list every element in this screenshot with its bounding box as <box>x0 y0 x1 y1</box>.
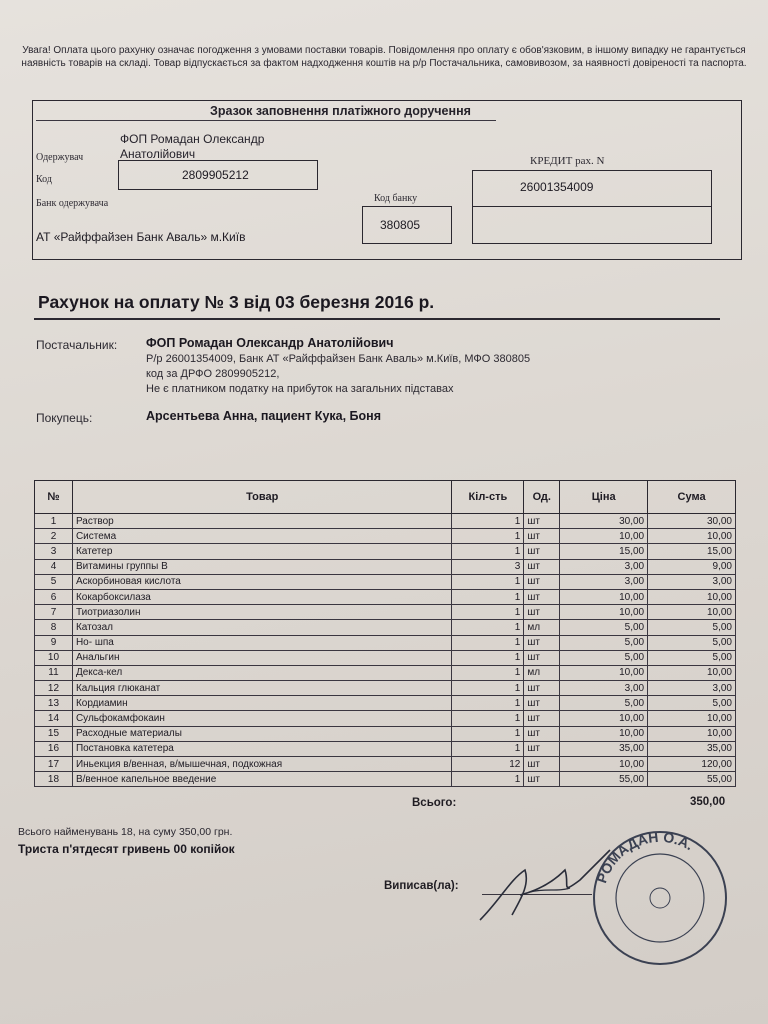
credit-value: 26001354009 <box>520 180 594 194</box>
row-price: 10,00 <box>560 711 648 726</box>
row-number: 17 <box>35 757 73 772</box>
column-header-item: Товар <box>72 481 452 514</box>
supplier-label: Постачальник: <box>36 338 118 352</box>
table-row <box>35 711 736 726</box>
row-price: 3,00 <box>560 681 648 696</box>
buyer-name: Арсентьева Анна, пациент Кука, Боня <box>146 409 382 423</box>
row-price: 3,00 <box>560 574 648 589</box>
table-row <box>35 574 736 589</box>
row-quantity: 1 <box>452 635 524 650</box>
row-quantity: 1 <box>452 772 524 787</box>
row-sum: 5,00 <box>648 650 736 665</box>
row-number: 5 <box>35 574 73 589</box>
row-quantity: 1 <box>452 741 524 756</box>
bank-code-label: Код банку <box>374 193 418 204</box>
row-item-name: Расходные материалы <box>72 726 452 741</box>
supplier-account: Р/р 26001354009, Банк АТ «Райффайзен Банк Аваль» м.Київ, МФО 380805 <box>146 353 531 365</box>
table-row <box>35 650 736 665</box>
row-quantity: 1 <box>452 711 524 726</box>
row-unit: шт <box>524 529 560 544</box>
row-price: 55,00 <box>560 772 648 787</box>
total-value: 350,00 <box>690 796 726 808</box>
supplier-name: ФОП Ромадан Олександр Анатолійович <box>146 336 394 350</box>
bank-label: Банк одержувача <box>36 198 109 209</box>
row-number: 14 <box>35 711 73 726</box>
row-item-name: Кокарбоксилаза <box>72 589 452 604</box>
row-number: 15 <box>35 726 73 741</box>
code-value: 2809905212 <box>182 168 249 182</box>
row-quantity: 1 <box>452 681 524 696</box>
buyer-label: Покупець: <box>36 411 93 425</box>
row-unit: шт <box>524 559 560 574</box>
summary-amount-words: Триста п'ятдесят гривень 00 копійок <box>18 842 235 856</box>
row-number: 1 <box>35 514 73 529</box>
row-unit: шт <box>524 544 560 559</box>
summary-count-line: Всього найменувань 18, на суму 350,00 грн. <box>18 826 233 838</box>
row-sum: 120,00 <box>648 757 736 772</box>
table-row <box>35 589 736 604</box>
table-row <box>35 726 736 741</box>
table-row <box>35 605 736 620</box>
bank-code-value: 380805 <box>380 218 421 232</box>
recipient-name: ФОП Ромадан Олександр Анатолійович <box>120 132 265 161</box>
row-number: 9 <box>35 635 73 650</box>
payment-warning-text: Увага! Оплата цього рахунку означає погодження з умовами поставки товарів. Повідомлення про оплату є обов'язковим, в іншому випадку не гарантується наявність товарів на складі. Товар відпускається за фактом надходження коштів на р/р Постачальника, самовивозом, за наявності довіреності та паспорта. <box>21 45 747 69</box>
row-quantity: 1 <box>452 696 524 711</box>
row-item-name: Катетер <box>72 544 452 559</box>
table-row <box>35 665 736 680</box>
row-number: 3 <box>35 544 73 559</box>
supplier-tax-status: Не є платником податку на прибуток на загальних підставах <box>146 383 454 395</box>
row-number: 12 <box>35 681 73 696</box>
row-item-name: Декса-кел <box>72 665 452 680</box>
table-row <box>35 757 736 772</box>
bank-name: АТ «Райффайзен Банк Аваль» м.Київ <box>36 230 246 244</box>
row-price: 10,00 <box>560 589 648 604</box>
stamp-text: РОМАДАН О.А. <box>593 828 697 886</box>
row-quantity: 3 <box>452 559 524 574</box>
row-unit: шт <box>524 741 560 756</box>
row-item-name: Витамины группы В <box>72 559 452 574</box>
row-sum: 10,00 <box>648 711 736 726</box>
row-sum: 5,00 <box>648 696 736 711</box>
row-item-name: Тиотриазолин <box>72 605 452 620</box>
row-sum: 30,00 <box>648 514 736 529</box>
row-unit: шт <box>524 726 560 741</box>
row-unit: шт <box>524 696 560 711</box>
row-sum: 3,00 <box>648 681 736 696</box>
row-number: 2 <box>35 529 73 544</box>
table-row <box>35 529 736 544</box>
table-row <box>35 772 736 787</box>
table-row <box>35 514 736 529</box>
row-quantity: 1 <box>452 529 524 544</box>
title-underline <box>34 318 720 320</box>
row-price: 5,00 <box>560 650 648 665</box>
row-price: 10,00 <box>560 605 648 620</box>
row-number: 6 <box>35 589 73 604</box>
row-sum: 3,00 <box>648 574 736 589</box>
row-quantity: 1 <box>452 605 524 620</box>
row-price: 15,00 <box>560 544 648 559</box>
row-sum: 10,00 <box>648 726 736 741</box>
credit-label: КРЕДИТ рах. N <box>530 155 605 167</box>
table-row <box>35 741 736 756</box>
row-sum: 10,00 <box>648 665 736 680</box>
row-item-name: Система <box>72 529 452 544</box>
row-price: 5,00 <box>560 620 648 635</box>
row-item-name: Постановка катетера <box>72 741 452 756</box>
row-number: 16 <box>35 741 73 756</box>
table-row <box>35 559 736 574</box>
column-header-unit: Од. <box>524 481 560 514</box>
row-price: 10,00 <box>560 529 648 544</box>
row-price: 10,00 <box>560 726 648 741</box>
table-row <box>35 544 736 559</box>
row-sum: 10,00 <box>648 605 736 620</box>
row-sum: 5,00 <box>648 620 736 635</box>
row-quantity: 12 <box>452 757 524 772</box>
column-header-number: № <box>35 481 73 514</box>
row-sum: 55,00 <box>648 772 736 787</box>
issued-by-label: Виписав(ла): <box>384 880 459 892</box>
row-sum: 9,00 <box>648 559 736 574</box>
column-header-sum: Сума <box>648 481 736 514</box>
table-row <box>35 681 736 696</box>
row-item-name: В/венное капельное введение <box>72 772 452 787</box>
row-quantity: 1 <box>452 544 524 559</box>
divider <box>36 120 496 121</box>
row-price: 5,00 <box>560 635 648 650</box>
row-number: 10 <box>35 650 73 665</box>
row-unit: мл <box>524 665 560 680</box>
row-item-name: Иньекция в/венная, в/мышечная, подкожная <box>72 757 452 772</box>
row-item-name: Аскорбиновая кислота <box>72 574 452 589</box>
row-price: 30,00 <box>560 514 648 529</box>
credit-box-divider <box>472 206 712 207</box>
row-sum: 15,00 <box>648 544 736 559</box>
row-item-name: Анальгин <box>72 650 452 665</box>
row-quantity: 1 <box>452 514 524 529</box>
row-unit: шт <box>524 589 560 604</box>
invoice-title: Рахунок на оплату № 3 від 03 березня 2016 р. <box>38 292 435 312</box>
row-quantity: 1 <box>452 574 524 589</box>
table-header-row <box>35 481 736 514</box>
row-unit: мл <box>524 620 560 635</box>
row-unit: шт <box>524 605 560 620</box>
row-sum: 35,00 <box>648 741 736 756</box>
round-stamp <box>570 820 740 970</box>
row-quantity: 1 <box>452 620 524 635</box>
row-unit: шт <box>524 711 560 726</box>
row-number: 13 <box>35 696 73 711</box>
row-sum: 10,00 <box>648 529 736 544</box>
row-quantity: 1 <box>452 589 524 604</box>
row-quantity: 1 <box>452 726 524 741</box>
row-price: 10,00 <box>560 665 648 680</box>
row-number: 11 <box>35 665 73 680</box>
column-header-price: Ціна <box>560 481 648 514</box>
row-number: 4 <box>35 559 73 574</box>
recipient-label: Одержувач <box>36 152 84 163</box>
row-unit: шт <box>524 650 560 665</box>
supplier-tax-code: код за ДРФО 2809905212, <box>146 368 280 380</box>
total-label: Всього: <box>412 797 457 809</box>
row-price: 3,00 <box>560 559 648 574</box>
table-row <box>35 635 736 650</box>
row-quantity: 1 <box>452 665 524 680</box>
row-unit: шт <box>524 635 560 650</box>
row-price: 35,00 <box>560 741 648 756</box>
row-number: 8 <box>35 620 73 635</box>
table-row <box>35 620 736 635</box>
row-unit: шт <box>524 514 560 529</box>
row-unit: шт <box>524 681 560 696</box>
row-item-name: Кальция глюканат <box>72 681 452 696</box>
row-item-name: Сульфокамфокаин <box>72 711 452 726</box>
table-row <box>35 696 736 711</box>
row-unit: шт <box>524 757 560 772</box>
row-number: 7 <box>35 605 73 620</box>
code-label: Код <box>36 174 52 185</box>
row-item-name: Кордиамин <box>72 696 452 711</box>
row-unit: шт <box>524 574 560 589</box>
row-sum: 10,00 <box>648 589 736 604</box>
row-number: 18 <box>35 772 73 787</box>
row-price: 5,00 <box>560 696 648 711</box>
row-quantity: 1 <box>452 650 524 665</box>
row-sum: 5,00 <box>648 635 736 650</box>
row-unit: шт <box>524 772 560 787</box>
row-item-name: Но- шпа <box>72 635 452 650</box>
row-item-name: Катозал <box>72 620 452 635</box>
column-header-quantity: Кіл-сть <box>452 481 524 514</box>
row-price: 10,00 <box>560 757 648 772</box>
row-item-name: Раствор <box>72 514 452 529</box>
goods-table <box>34 480 736 787</box>
payment-sample-title: Зразок заповнення платіжного доручення <box>210 104 471 118</box>
